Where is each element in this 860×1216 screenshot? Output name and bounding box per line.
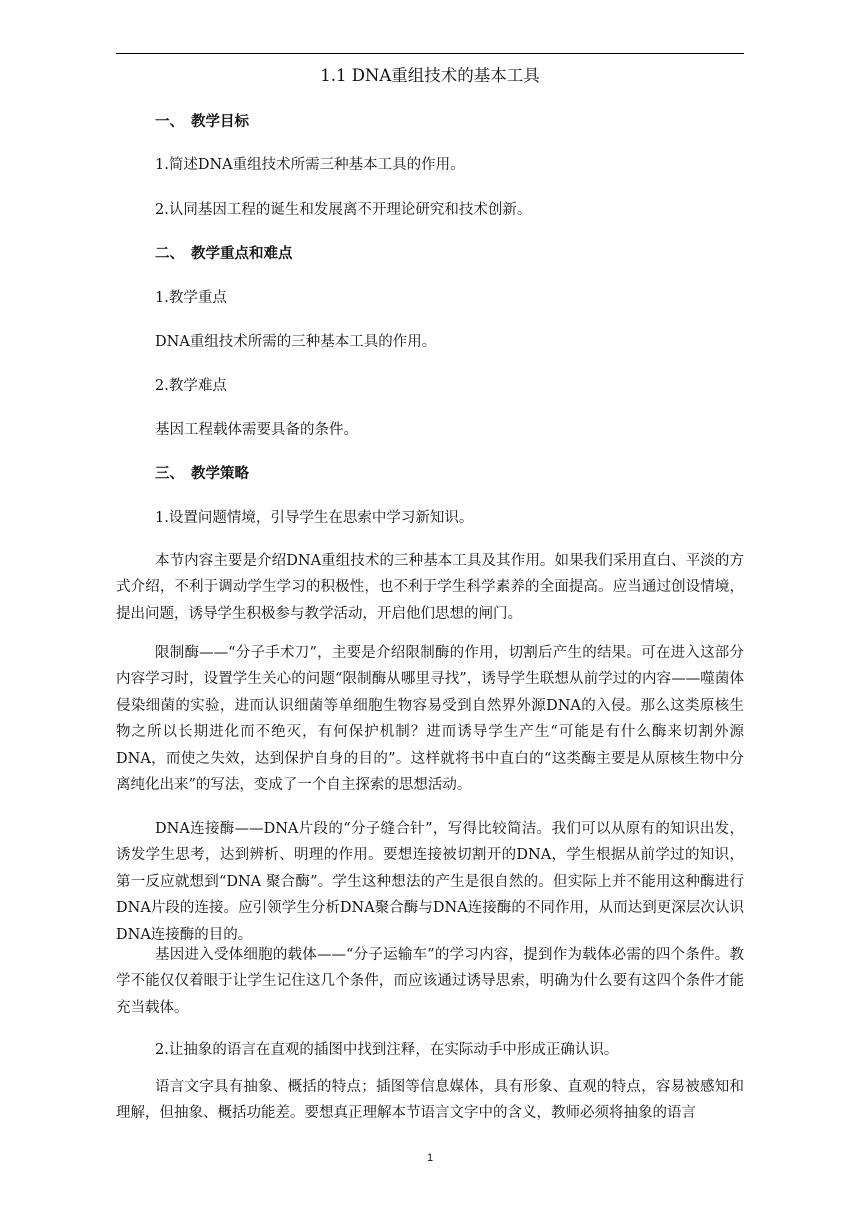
section-heading-text: 教学目标 [191,114,249,130]
section-heading-3 [155,464,249,484]
section-number: 三、 [155,466,184,482]
section-number: 二、 [155,246,184,262]
paragraph-vector: 基因进入受体细胞的载体——“分子运输车”的学习内容，提到作为载体必需的四个条件。教学不能仅仅着眼于让学生记住这几个条件，而应该通过诱导思索，明确为什么要有这四个条件才能充当载体。 [116,947,744,1016]
strategy-item-2: 2.让抽象的语言在直观的插图中找到注释，在实际动手中形成正确认识。 [155,1042,619,1058]
section-heading-2 [155,244,293,264]
difficulty-label: 2.教学难点 [155,378,227,394]
objective-item-2: 2.认同基因工程的诞生和发展离不开理论研究和技术创新。 [155,202,532,218]
paragraph-last: 语言文字具有抽象、概括的特点；插图等信息媒体，具有形象、直观的特点，容易被感知和理解，但抽象、概括功能差。要想真正理解本节语言文字中的含义，教师必须将抽象的语言 [116,1079,744,1122]
difficulty-text: 基因工程载体需要具备的条件。 [155,422,358,438]
section-number: 一、 [155,114,184,130]
key-points-text: DNA重组技术所需的三种基本工具的作用。 [155,334,437,350]
section-heading-text: 教学策略 [191,466,249,482]
strategy-item-1: 1.设置问题情境，引导学生在思索中学习新知识。 [155,510,474,526]
paragraph-restriction-enzyme: 限制酶——“分子手术刀”，主要是介绍限制酶的作用，切割后产生的结果。可在进入这部分内容学习时，设置学生关心的问题“限制酶从哪里寻找”，诱导学生联想从前学过的内容——噬菌体侵染细菌的实验，进而认识细菌等单细胞生物容易受到自然界外源DNA的入侵。那么这类原核生物之所以长期进化而不绝灭，有何保护机制？进而诱导学生产生“可能是有什么酶来切割外源 DNA，而使之失效，达到保护自身的目的”。这样就将书中直白的“这类酶主要是从原核生物中分离纯化出来”的写法，变成了一个自主探索的思想活动。 [116,645,744,794]
paragraph-ligase: DNA连接酶——DNA片段的“分子缝合针”，写得比较简洁。我们可以从原有的知识出发，诱发学生思考，达到辨析、明理的作用。要想连接被切割开的DNA，学生根据从前学过的知识，第一反应就想到“DNA 聚合酶”。学生这种想法的产生是很自然的。但实际上并不能用这种酶进行DNA片段的连接。应引领学生分析DNA聚合酶与DNA连接酶的不同作用，从而达到更深层次认识DNA连接酶的目的。 [116,821,744,943]
section-heading-text: 教学重点和难点 [191,246,293,262]
page-title: 1.1 DNA重组技术的基本工具 [320,66,540,85]
page-number: 1 [426,1152,434,1164]
header-rule [116,53,744,54]
objective-item-1: 1.简述DNA重组技术所需三种基本工具的作用。 [155,157,465,173]
key-points-label: 1.教学重点 [155,290,227,306]
paragraph-intro: 本节内容主要是介绍DNA重组技术的三种基本工具及其作用。如果我们采用直白、平淡的方式介绍，不利于调动学生学习的积极性，也不利于学生科学素养的全面提高。应当通过创设情境，提出问题，诱导学生积极参与教学活动，开启他们思想的闸门。 [116,553,744,622]
section-heading-1 [155,112,249,132]
